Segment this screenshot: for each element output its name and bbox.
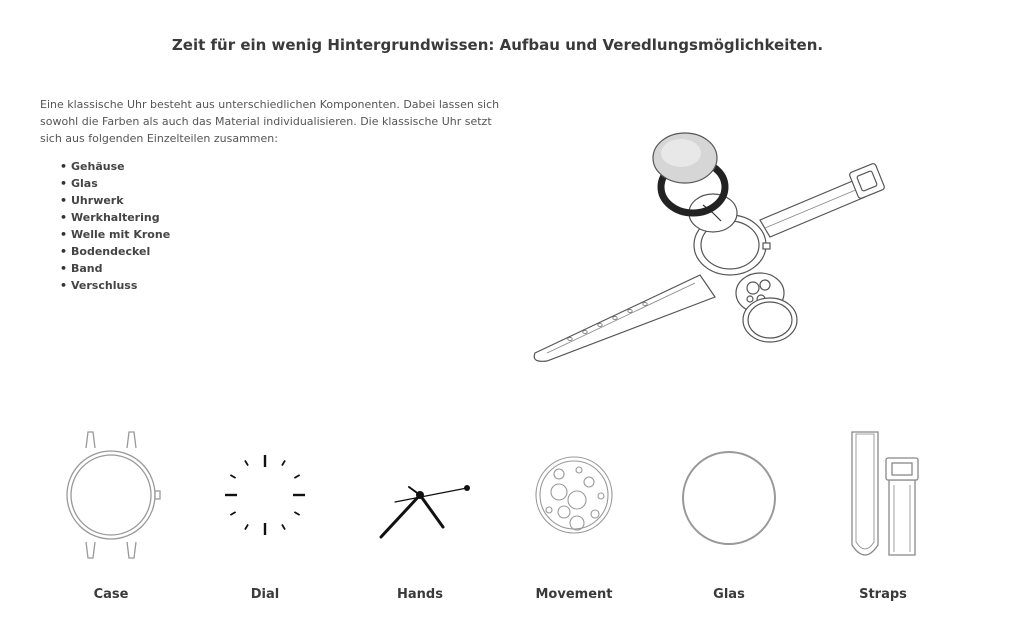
component-label: Movement	[535, 587, 613, 602]
component-label: Dial	[250, 587, 280, 602]
component-hands	[365, 430, 475, 602]
list-item: • Welle mit Krone	[60, 226, 170, 243]
component-case	[56, 430, 166, 602]
watch-glass-icon	[674, 430, 784, 560]
list-item: • Glas	[60, 175, 170, 192]
page-title: Zeit für ein wenig Hintergrundwissen: Aufbau und Veredlungsmöglichkeiten.	[171, 36, 824, 54]
watch-case-icon	[56, 430, 166, 560]
component-label: Case	[93, 587, 129, 602]
list-item: • Band	[60, 260, 170, 277]
list-item: • Werkhaltering	[60, 209, 170, 226]
watch-straps-icon	[828, 430, 938, 560]
intro-text: Eine klassische Uhr besteht aus unterschiedlichen Komponenten. Dabei lassen sich sowohl die Farben als auch das Material individualisieren. Die klassische Uhr setzt sich aus folgenden Einzelteilen zusammen:	[40, 98, 500, 145]
list-item: • Gehäuse	[60, 158, 170, 175]
component-glass	[674, 430, 784, 602]
list-item: • Bodendeckel	[60, 243, 170, 260]
watch-hands-icon	[365, 430, 475, 560]
component-label: Hands	[397, 587, 443, 602]
list-item: • Verschluss	[60, 277, 170, 294]
watch-dial-icon	[210, 430, 320, 560]
list-item: • Uhrwerk	[60, 192, 170, 209]
component-label: Straps	[859, 587, 907, 602]
component-label: Glas	[713, 587, 745, 602]
component-dial	[210, 430, 320, 602]
component-movement	[519, 430, 629, 602]
parts-list	[60, 158, 170, 294]
exploded-watch-illustration	[525, 125, 895, 365]
watch-movement-icon	[519, 430, 629, 560]
component-straps	[828, 430, 938, 602]
